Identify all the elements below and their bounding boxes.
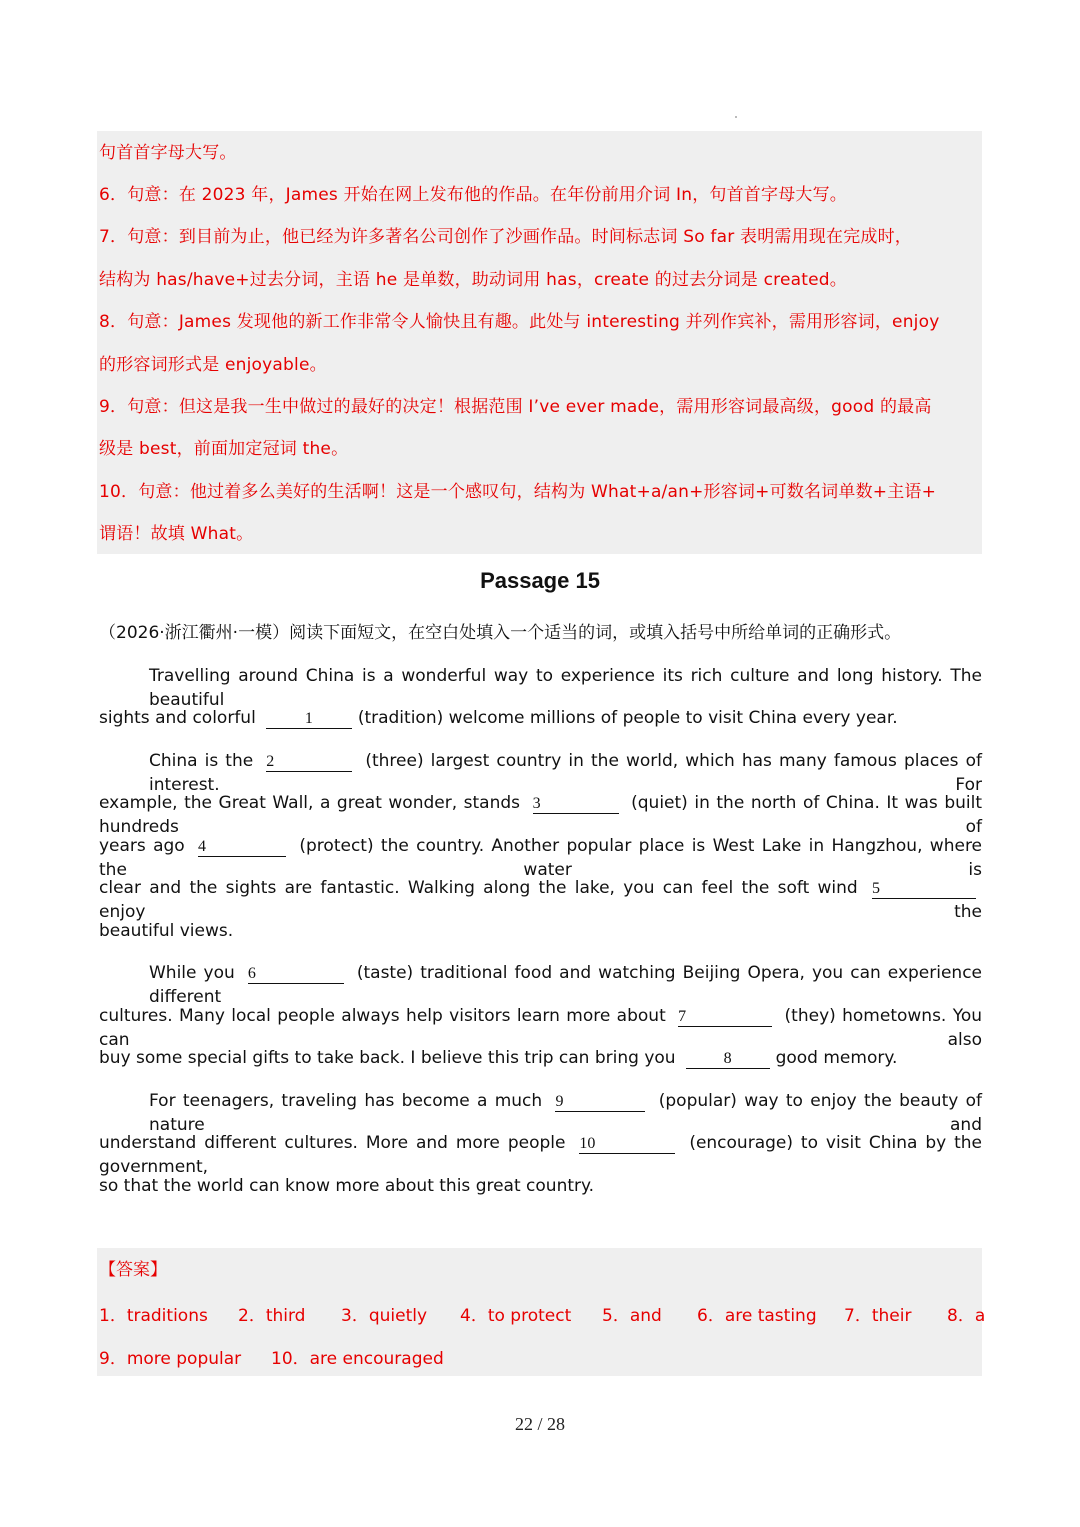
- answer-item: 1．traditions: [99, 1306, 208, 1326]
- explanation-line: 句首首字母大写。: [99, 143, 237, 163]
- passage-line: buy some special gifts to take back. I believe this trip can bring you 8 good memory.: [99, 1048, 898, 1068]
- answer-blank[interactable]: 2: [266, 753, 352, 772]
- passage-line: so that the world can know more about this great country.: [99, 1176, 595, 1196]
- passage-line: clear and the sights are fantastic. Walking along the lake, you can feel the soft wind 5 enjoy the: [99, 878, 982, 922]
- page-number: 22 / 28: [514, 1414, 565, 1434]
- explanation-line: 级是 best，前面加定冠词 the。: [99, 439, 349, 459]
- passage-line: understand different cultures. More and more people 10 (encourage) to visit China by the government,: [99, 1133, 983, 1177]
- answer-item: 2．third: [238, 1306, 306, 1326]
- answer-blank[interactable]: 8: [686, 1050, 770, 1069]
- answer-item: 8．a: [947, 1306, 986, 1326]
- explanation-line: 8．句意：James 发现他的新工作非常令人愉快且有趣。此处与 interesting 并列作宾补，需用形容词，enjoy: [99, 312, 940, 332]
- answer-blank[interactable]: 10: [579, 1135, 675, 1154]
- answer-blank[interactable]: 7: [678, 1008, 772, 1027]
- passage-line: For teenagers, traveling has become a much 9 (popular) way to enjoy the beauty of nature and: [149, 1091, 982, 1135]
- scan-speck: [735, 116, 737, 118]
- explanation-line: 7．句意：到目前为止，他已经为许多著名公司创作了沙画作品。时间标志词 So far 表明需用现在完成时，: [99, 227, 913, 247]
- passage-line: While you 6 (taste) traditional food and watching Beijing Opera, you can experience different: [149, 963, 983, 1007]
- passage-line: beautiful views.: [99, 921, 234, 941]
- answer-item: 3．quietly: [341, 1306, 428, 1326]
- explanation-line: 结构为 has/have+过去分词，主语 he 是单数，助动词用 has，create 的过去分词是 created。: [99, 270, 847, 290]
- answer-item: 9．more popular: [99, 1349, 242, 1369]
- answer-blank[interactable]: 5: [872, 880, 976, 899]
- answer-blank[interactable]: 4: [198, 838, 286, 857]
- passage-line: Travelling around China is a wonderful way to experience its rich culture and long history. The beautiful: [149, 666, 982, 710]
- explanation-line: 的形容词形式是 enjoyable。: [99, 355, 327, 375]
- passage-line: years ago 4 (protect) the country. Another popular place is West Lake in Hangzhou, where the water is: [99, 836, 983, 880]
- explanation-line: 10．句意：他过着多么美好的生活啊！这是一个感叹句，结构为 What+a/an+形容词+可数名词单数+主语+: [99, 482, 937, 502]
- answer-row: [99, 1301, 984, 1325]
- answer-item: 5．and: [602, 1306, 662, 1326]
- passage-line: China is the 2 (three) largest country in the world, which has many famous places of interest. For: [149, 751, 983, 795]
- answer-heading: 【答案】: [99, 1260, 167, 1280]
- passage-line: cultures. Many local people always help visitors learn more about 7 (they) hometowns. You can also: [99, 1006, 983, 1050]
- answer-blank[interactable]: 9: [555, 1093, 645, 1112]
- passage-line: sights and colorful 1 (tradition) welcome millions of people to visit China every year.: [99, 708, 898, 728]
- explanation-line: 6．句意：在 2023 年，James 开始在网上发布他的作品。在年份前用介词 In，句首首字母大写。: [99, 185, 847, 205]
- passage-title: Passage 15: [480, 568, 600, 593]
- answer-item: 6．are tasting: [697, 1306, 817, 1326]
- answer-item: 4．to protect: [460, 1306, 572, 1326]
- instruction: （2026·浙江衢州·一模）阅读下面短文，在空白处填入一个适当的词，或填入括号中所给单词的正确形式。: [99, 623, 902, 643]
- answer-blank[interactable]: 1: [266, 710, 352, 729]
- answer-row: [99, 1344, 984, 1368]
- answer-item: 7．their: [844, 1306, 912, 1326]
- answer-blank[interactable]: 6: [248, 965, 344, 984]
- answer-item: 10．are encouraged: [271, 1349, 444, 1369]
- answer-blank[interactable]: 3: [533, 795, 619, 814]
- passage-line: example, the Great Wall, a great wonder, stands 3 (quiet) in the north of China. It was built hundreds of: [99, 793, 983, 837]
- explanation-line: 谓语！故填 What。: [99, 524, 254, 544]
- explanation-line: 9．句意：但这是我一生中做过的最好的决定！根据范围 I’ve ever made，需用形容词最高级，good 的最高: [99, 397, 932, 417]
